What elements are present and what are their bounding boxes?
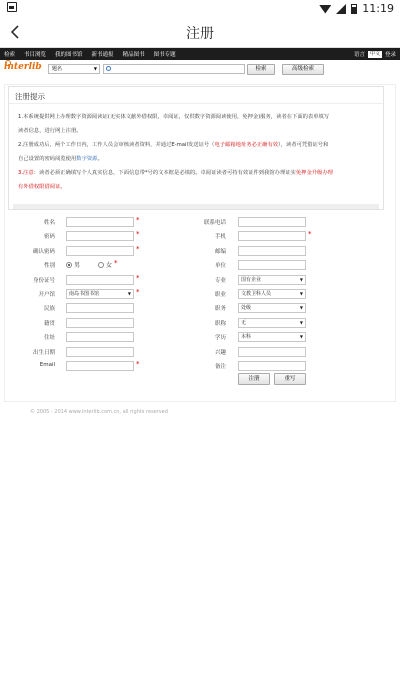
- gender-radio-1[interactable]: [98, 260, 112, 269]
- left-field-7[interactable]: [66, 318, 134, 328]
- right-label-2: 邮编: [214, 248, 226, 255]
- right-field-1[interactable]: [238, 231, 306, 241]
- required-mark: *: [136, 244, 140, 253]
- nav-item-search[interactable]: 检索: [4, 52, 16, 58]
- right-field-2[interactable]: [238, 246, 306, 256]
- right-field-0[interactable]: [238, 217, 306, 227]
- left-field-1[interactable]: [66, 231, 134, 241]
- left-field-4[interactable]: [66, 275, 134, 285]
- upgrade-link[interactable]: 免押金升级办理: [295, 170, 333, 176]
- left-field-8[interactable]: [66, 332, 134, 342]
- gender-option-label: 女: [106, 262, 113, 270]
- left-label-3: 性别: [43, 263, 55, 270]
- right-label-3: 单位: [214, 263, 226, 270]
- required-mark: *: [114, 259, 118, 268]
- right-label-0: 联系电话: [203, 220, 226, 226]
- language-select[interactable]: 中文: [369, 50, 380, 57]
- required-mark: *: [136, 230, 140, 239]
- right-label-1: 手机: [214, 234, 226, 241]
- left-field-2[interactable]: [66, 246, 134, 256]
- search-bar: [0, 60, 400, 80]
- signal-icon: [336, 4, 346, 14]
- right-label-6: 职务: [214, 306, 226, 313]
- page-title: 注册: [186, 26, 214, 42]
- battery-icon: [351, 4, 357, 14]
- right-select-value-5: 文教卫科人员: [241, 291, 272, 297]
- chevron-down-icon: ▼: [127, 291, 131, 296]
- gender-option-label: 男: [74, 262, 81, 270]
- right-label-4: 专业: [214, 277, 226, 284]
- right-select-7[interactable]: [238, 318, 306, 328]
- nav-item-browse[interactable]: 书目浏览: [24, 52, 47, 58]
- gender-radio-0[interactable]: [66, 260, 80, 269]
- status-time: 11:19: [362, 2, 394, 15]
- language-label: 语言: [353, 52, 365, 58]
- nav-item-new-books[interactable]: 新书通报: [91, 52, 114, 58]
- reset-button[interactable]: 重写: [274, 373, 306, 385]
- chevron-down-icon: ▼: [299, 291, 303, 296]
- right-select-value-7: 无: [241, 319, 247, 326]
- interlib-logo: interlib: [4, 62, 42, 72]
- right-select-value-8: 本科: [241, 334, 252, 341]
- right-select-value-6: 处级: [241, 305, 252, 312]
- right-select-4[interactable]: [238, 275, 306, 285]
- app-bar: [0, 16, 400, 48]
- left-label-10: Email: [39, 362, 55, 368]
- right-label-5: 职业: [214, 292, 226, 298]
- left-label-0: 姓名: [43, 220, 55, 226]
- chevron-down-icon: ▼: [299, 319, 303, 325]
- status-bar: [0, 0, 400, 16]
- required-mark: *: [136, 360, 140, 368]
- advanced-search-button[interactable]: 高级检索: [282, 64, 324, 75]
- search-field-select[interactable]: 题名 ▼: [48, 64, 100, 74]
- chevron-down-icon: ▼: [299, 334, 303, 340]
- chevron-down-icon: ▼: [299, 305, 303, 311]
- left-field-0[interactable]: [66, 217, 134, 227]
- left-field-9[interactable]: [66, 347, 134, 357]
- left-label-7: 籍贯: [43, 320, 55, 327]
- wifi-icon: [319, 4, 331, 14]
- left-select-5[interactable]: [66, 289, 134, 299]
- left-select-value-5: 南岛书图书馆: [69, 291, 100, 297]
- nav-item-my-library[interactable]: 我的图书馆: [55, 52, 83, 58]
- right-select-6[interactable]: [238, 303, 306, 313]
- right-select-value-4: 国有企业: [241, 276, 262, 283]
- copyright-text: © 2005 - 2014 www.interlib.com.cn, all rights reserved: [30, 409, 168, 415]
- digital-resource-link[interactable]: 数字资源: [76, 156, 98, 162]
- left-field-6[interactable]: [66, 303, 134, 313]
- nav-item-featured[interactable]: 精品图书: [122, 52, 145, 58]
- notification-icon: [7, 2, 17, 12]
- left-label-4: 身份证号: [32, 277, 55, 284]
- notice-title: 注册提示: [9, 87, 383, 104]
- left-label-6: 民族: [43, 306, 55, 313]
- notice-body: 1.本系统提供网上办理数字资源阅读证(无实体文献外借权限，卓阅证，仅供数字资源阅读使用，免押金)服务，读者在下面的表单填写 读者信息，进行网上注册。 2.注册成功后，两个工作日内，工作人员会审核读者资料，并通过E-mail发送证号（电子邮箱地址务必正确有效），读者可凭借证号和 自己设置的密码阅览使用数字资源。 3.注意：读者必须正确填写个人真实信息，下面信息带*号的文本框是必填的。卓阅证读者可持有效证件到我馆办理证实免押金升级办理 有外借权限借阅证。: [18, 114, 333, 190]
- radio-dot-icon: [98, 262, 104, 268]
- nav-item-topics[interactable]: 图书专题: [153, 52, 176, 58]
- required-mark: *: [308, 230, 312, 239]
- right-field-3[interactable]: [238, 260, 306, 270]
- right-field-9[interactable]: [238, 347, 306, 357]
- left-field-10[interactable]: [66, 361, 134, 371]
- left-label-2: 确认密码: [32, 248, 55, 255]
- left-label-5: 开户馆: [38, 292, 55, 298]
- chevron-down-icon: ▼: [299, 276, 303, 282]
- search-button[interactable]: 检索: [247, 64, 275, 75]
- required-mark: *: [136, 273, 140, 282]
- right-label-8: 学历: [214, 335, 226, 342]
- left-label-9: 出生日期: [32, 349, 55, 356]
- registration-notice: [8, 86, 384, 210]
- login-link[interactable]: 登录: [384, 52, 396, 58]
- right-select-5[interactable]: [238, 289, 306, 299]
- left-label-1: 密码: [43, 234, 55, 241]
- required-mark: *: [136, 288, 140, 296]
- right-label-7: 职称: [214, 320, 226, 327]
- radio-dot-icon: [66, 262, 72, 268]
- left-label-8: 住址: [43, 335, 55, 342]
- right-label-9: 兴趣: [214, 349, 226, 356]
- top-nav: [0, 48, 400, 60]
- right-select-8[interactable]: [238, 332, 306, 342]
- search-icon: [106, 66, 111, 71]
- right-field-10[interactable]: [238, 361, 306, 371]
- register-button[interactable]: 注册: [238, 373, 270, 385]
- right-label-10: 备注: [214, 364, 226, 370]
- search-input[interactable]: [103, 64, 245, 74]
- required-mark: *: [136, 216, 140, 224]
